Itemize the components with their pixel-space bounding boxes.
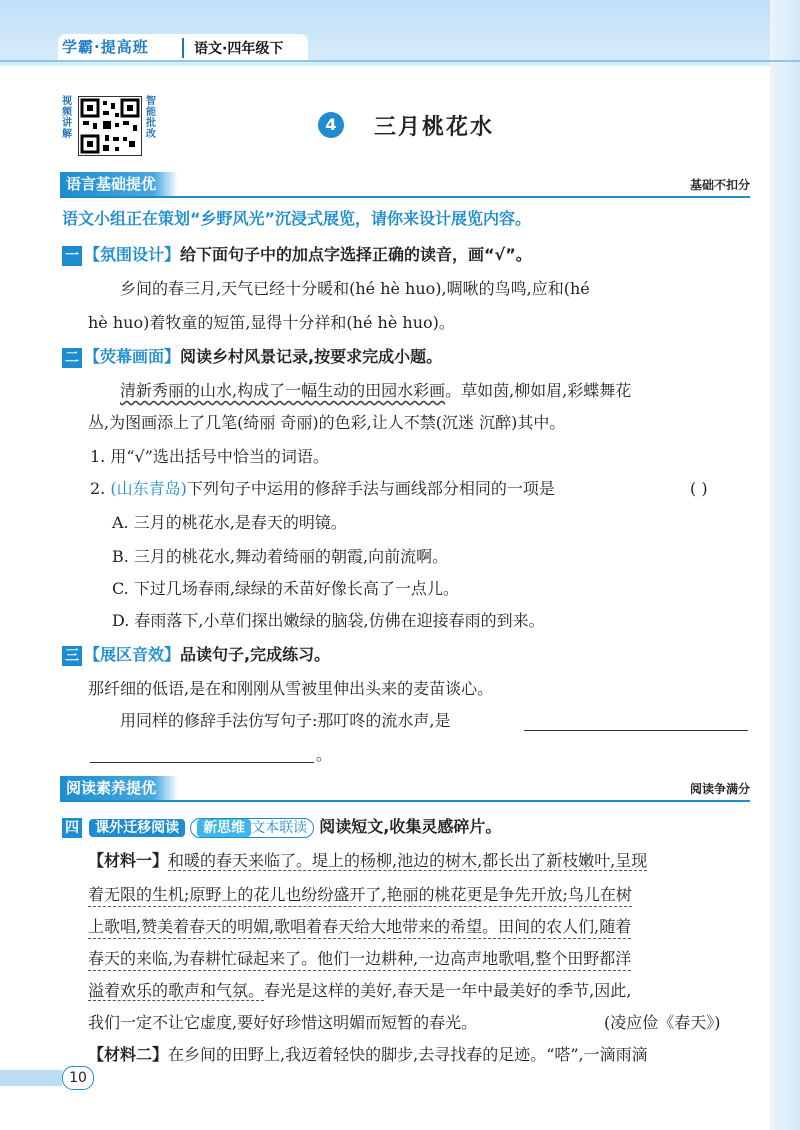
q2-subquestion-2 (90, 478, 555, 500)
q1-sentence-line-2: hè huo)着牧童的短笛,显得十分祥和(hé hè huo)。 (88, 313, 455, 332)
subject-label: 语文·四年级下 (194, 41, 284, 57)
qr-code-block (62, 96, 160, 156)
q1-sentence-line-1: 乡间的春三月,天气已经十分暖和(hé hè huo),啁啾的鸟鸣,应和(hé (120, 279, 590, 298)
reading-type-badge: 课外迁移阅读 (89, 819, 185, 837)
question-4-header (62, 816, 501, 838)
material-text: 和暖的春天来临了。堤上的杨柳,池边的树木,都长出了新枝嫩叶,呈现 (168, 851, 648, 870)
question-prompt: 阅读短文,收集灵感碎片。 (319, 817, 502, 836)
material-label: 【材料二】 (88, 1045, 169, 1064)
material-text: 春光是这样的美好,春天是一年中最美好的季节,因此, (264, 981, 632, 1000)
answer-paren[interactable]: ( ) (690, 479, 708, 498)
region-tag: (山东青岛) (110, 479, 187, 498)
material-label: 【材料一】 (88, 851, 169, 870)
question-prompt: 品读句子,完成练习。 (180, 645, 331, 664)
option-b[interactable]: B. 三月的桃花水,舞动着绮丽的朝霞,向前流啊。 (112, 547, 449, 566)
material-text: 在乡间的田野上,我迈着轻快的脚步,去寻找春的足迹。“嗒”,一滴雨滴 (168, 1045, 648, 1064)
question-tag: 【展区音效】 (84, 645, 181, 664)
material-1-line-3: 上歌唱,赞美着春天的明媚,歌唱着春天给大地带来的希望。田间的农人们,随着 (88, 916, 631, 939)
material-1-source: (凌应俭《春天》) (604, 1013, 721, 1032)
underlined-phrase: 清新秀丽的山水,构成了一幅生动的田园水彩画 (120, 381, 446, 400)
option-a[interactable]: A. 三月的桃花水,是春天的明镜。 (112, 513, 347, 532)
text-link-label: 文本联读 (251, 820, 308, 836)
qr-right-label: 智能批改 (146, 96, 156, 140)
lesson-title: 三月桃花水 (374, 115, 495, 140)
question-number: 四 (62, 818, 82, 838)
material-1-line-5 (88, 980, 631, 1002)
lesson-number-badge: 4 (318, 112, 344, 138)
qr-left-label: 视频讲解 (62, 96, 72, 140)
question-number: 二 (62, 348, 82, 368)
new-thinking-badge: 新思维 (197, 819, 251, 837)
section-tagline: 基础不扣分 (689, 178, 750, 192)
section-tagline: 阅读争满分 (689, 782, 750, 796)
section-reading (60, 776, 750, 802)
qr-code-icon[interactable] (78, 96, 142, 156)
q2-passage-line-1 (120, 380, 631, 402)
question-1-header (62, 244, 532, 266)
subquestion-number: 2. (90, 479, 106, 498)
question-number: 一 (62, 246, 82, 266)
material-1-line-2: 着无限的生机;原野上的花儿也纷纷盛开了,艳丽的桃花更是争先开放;鸟儿在树 (88, 884, 632, 907)
material-1-line-1 (88, 850, 647, 872)
question-prompt: 阅读乡村风景记录,按要求完成小题。 (180, 347, 443, 366)
footer-bar (0, 1070, 62, 1086)
q2-passage-line-2: 丛,为图画添上了几笔(绮丽 奇丽)的色彩,让人不禁(沉迷 沉醉)其中。 (88, 413, 566, 432)
page-edge-strip (770, 0, 800, 1130)
header-rule (0, 60, 800, 62)
q3-sentence: 那纤细的低语,是在和刚刚从雪被里伸出头来的麦苗谈心。 (88, 679, 494, 698)
material-1-line-4: 春天的来临,为春耕忙碌起来了。他们一边耕种,一边高声地歌唱,整个田野都洋 (88, 948, 631, 971)
text-link-badge (190, 818, 314, 838)
passage-text: 。草如茵,柳如眉,彩蝶舞花 (445, 381, 632, 400)
question-3-header (62, 644, 330, 666)
q2-subquestion-1: 1. 用“√”选出括号中恰当的词语。 (90, 447, 329, 466)
question-prompt: 给下面句子中的加点字选择正确的读音，画“√”。 (180, 245, 532, 264)
material-text: 溢着欢乐的歌声和气氛。 (88, 981, 265, 1000)
option-c[interactable]: C. 下过几场春雨,绿绿的禾苗好像长高了一点儿。 (112, 579, 459, 598)
header-divider (182, 38, 184, 58)
answer-blank-1[interactable] (524, 730, 748, 731)
blank-end-mark: 。 (316, 745, 333, 764)
brand-name: 学霸·提高班 (62, 38, 149, 56)
question-number: 三 (62, 646, 82, 666)
section-label: 阅读素养提优 (60, 776, 178, 800)
subquestion-text: 下列句子中运用的修辞手法与画线部分相同的一项是 (186, 479, 555, 498)
intro-text: 语文小组正在策划“乡野风光”沉浸式展览，请你来设计展览内容。 (62, 209, 532, 228)
section-language-basics (60, 172, 750, 198)
section-label: 语言基础提优 (60, 172, 178, 196)
question-tag: 【氛围设计】 (84, 245, 181, 264)
material-1-line-6: 我们一定不让它虚度,要好好珍惜这明媚而短暂的春光。 (88, 1013, 478, 1032)
question-2-header (62, 346, 442, 368)
page-number: 10 (62, 1066, 94, 1090)
answer-blank-2[interactable] (90, 762, 314, 763)
option-d[interactable]: D. 春雨落下,小草们探出嫩绿的脑袋,仿佛在迎接春雨的到来。 (112, 611, 545, 630)
q3-task: 用同样的修辞手法仿写句子:那叮咚的流水声,是 (120, 711, 451, 730)
material-2-line-1 (88, 1044, 648, 1066)
question-tag: 【荧幕画面】 (84, 347, 181, 366)
